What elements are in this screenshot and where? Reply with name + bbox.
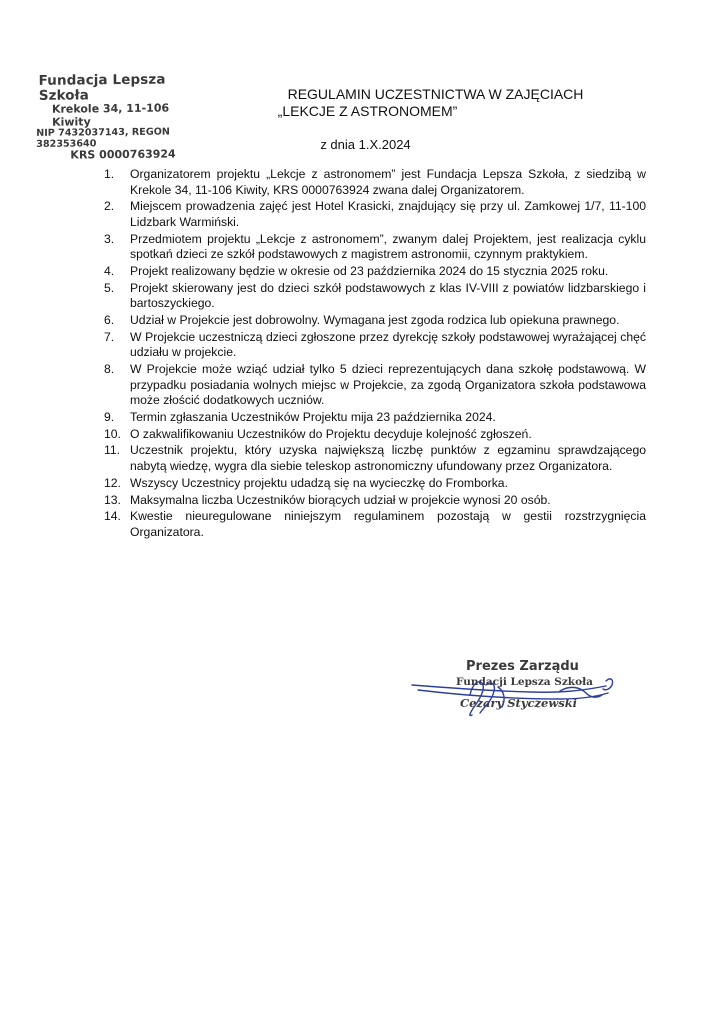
signature-person: Cezary Styczewski [460, 696, 578, 710]
rule-text: Miejscem prowadzenia zajęć jest Hotel Krasicki, znajdujący się przy ul. Zamkowej 1/7, 11-100 Lidzbark Warmiński. [130, 199, 646, 229]
rule-item [104, 330, 646, 361]
rule-item [104, 509, 646, 540]
signature-title: Prezes Zarządu [466, 659, 579, 674]
rule-text: W Projekcie może wziąć udział tylko 5 dzieci reprezentujących dana szkołę podstawową. W przypadku posiadania wolnych miejsc w Projekcie, za zgodą Organizatora szkoła podstawowa może złościć dodatkowych uczniów. [130, 362, 646, 408]
rule-text: Termin zgłaszania Uczestników Projektu mija 23 października 2024. [130, 409, 496, 424]
rule-text: Przedmiotem projektu „Lekcje z astronomem”, zwanym dalej Projektem, jest realizacja cyklu spotkań dzieci ze szkół podstawowych z magistrem astronomii, czynnym praktykiem. [130, 231, 646, 262]
signature-block [410, 655, 620, 725]
rule-number: 7. [104, 329, 115, 344]
rule-text: Wszyscy Uczestnicy projektu udadzą się na wycieczkę do Fromborka. [130, 475, 508, 490]
rule-number: 4. [104, 263, 115, 278]
rule-item [104, 232, 646, 263]
rule-text: Projekt realizowany będzie w okresie od 23 października 2024 do 15 stycznia 2025 roku. [130, 263, 609, 278]
rule-item [104, 427, 646, 443]
rule-item [104, 264, 646, 280]
rule-text: Uczestnik projektu, który uzyska największą liczbę punktów z egzaminu sprawdzającego nabytą wiedzę, wygra dla siebie teleskop astronomiczny ufundowany przez Organizatora. [130, 443, 646, 473]
rule-number: 1. [104, 167, 115, 181]
rule-number: 11. [104, 443, 121, 458]
rule-number: 6. [104, 312, 115, 327]
rule-number: 13. [104, 492, 121, 507]
handwritten-signature-icon [410, 655, 620, 725]
rule-item [104, 167, 646, 198]
rule-text: Projekt skierowany jest do dzieci szkół podstawowych z klas IV-VIII z powiatów lidzbarskiego i bartoszyckiego. [130, 280, 646, 311]
stamp-krs: KRS 0000763924 [70, 147, 176, 162]
rule-item [104, 199, 646, 230]
rule-number: 10. [104, 426, 121, 441]
rule-item [104, 362, 646, 409]
rule-text: Udział w Projekcie jest dobrowolny. Wymagana jest zgoda rodzica lub opiekuna prawnego. [130, 312, 620, 327]
rules-list [104, 167, 646, 542]
title-line-2: „LEKCJE Z ASTRONOMEM” [277, 103, 458, 119]
rule-item [104, 476, 646, 492]
stamp-nip-regon: NIP 7432037143, REGON 382353640 [36, 126, 170, 150]
rule-text: Organizatorem projektu „Lekcje z astronomem” jest Fundacja Lepsza Szkoła, z siedzibą w Krekole 34, 11-106 Kiwity, KRS 0000763924 zwana dalej Organizatorem. [130, 167, 646, 197]
rule-number: 14. [104, 509, 121, 524]
document-title [0, 86, 723, 120]
rule-text: Maksymalna liczba Uczestników biorących udział w projekcie wynosi 20 osób. [130, 492, 551, 507]
rule-number: 8. [104, 362, 115, 377]
rule-item [104, 281, 646, 312]
rule-number: 3. [104, 231, 115, 246]
rule-number: 2. [104, 199, 115, 214]
rule-text: O zakwalifikowaniu Uczestników do Projektu decyduje kolejność zgłoszeń. [130, 426, 532, 441]
rule-text: W Projekcie uczestniczą dzieci zgłoszone przez dyrekcję szkoły podstawowej wyrażającej chęć udziału w projekcie. [130, 329, 646, 360]
rule-text: Kwestie nieuregulowane niniejszym regulaminem pozostają w gestii rozstrzygnięcia Organizatora. [130, 509, 646, 539]
rule-item [104, 410, 646, 426]
stamp-org-name: Fundacja Lepsza Szkoła [38, 71, 166, 104]
title-line-1: REGULAMIN UCZESTNICTWA W ZAJĘCIACH [287, 86, 584, 102]
rule-number: 9. [104, 409, 115, 424]
rule-item [104, 443, 646, 474]
signature-org: Fundacji Lepsza Szkoła [456, 676, 593, 688]
document-date: z dnia 1.X.2024 [320, 137, 411, 152]
rule-number: 5. [104, 280, 115, 295]
rule-item [104, 313, 646, 329]
rule-item [104, 493, 646, 509]
stamp-address: Krekole 34, 11-106 Kiwity [51, 101, 170, 129]
rule-number: 12. [104, 475, 121, 490]
